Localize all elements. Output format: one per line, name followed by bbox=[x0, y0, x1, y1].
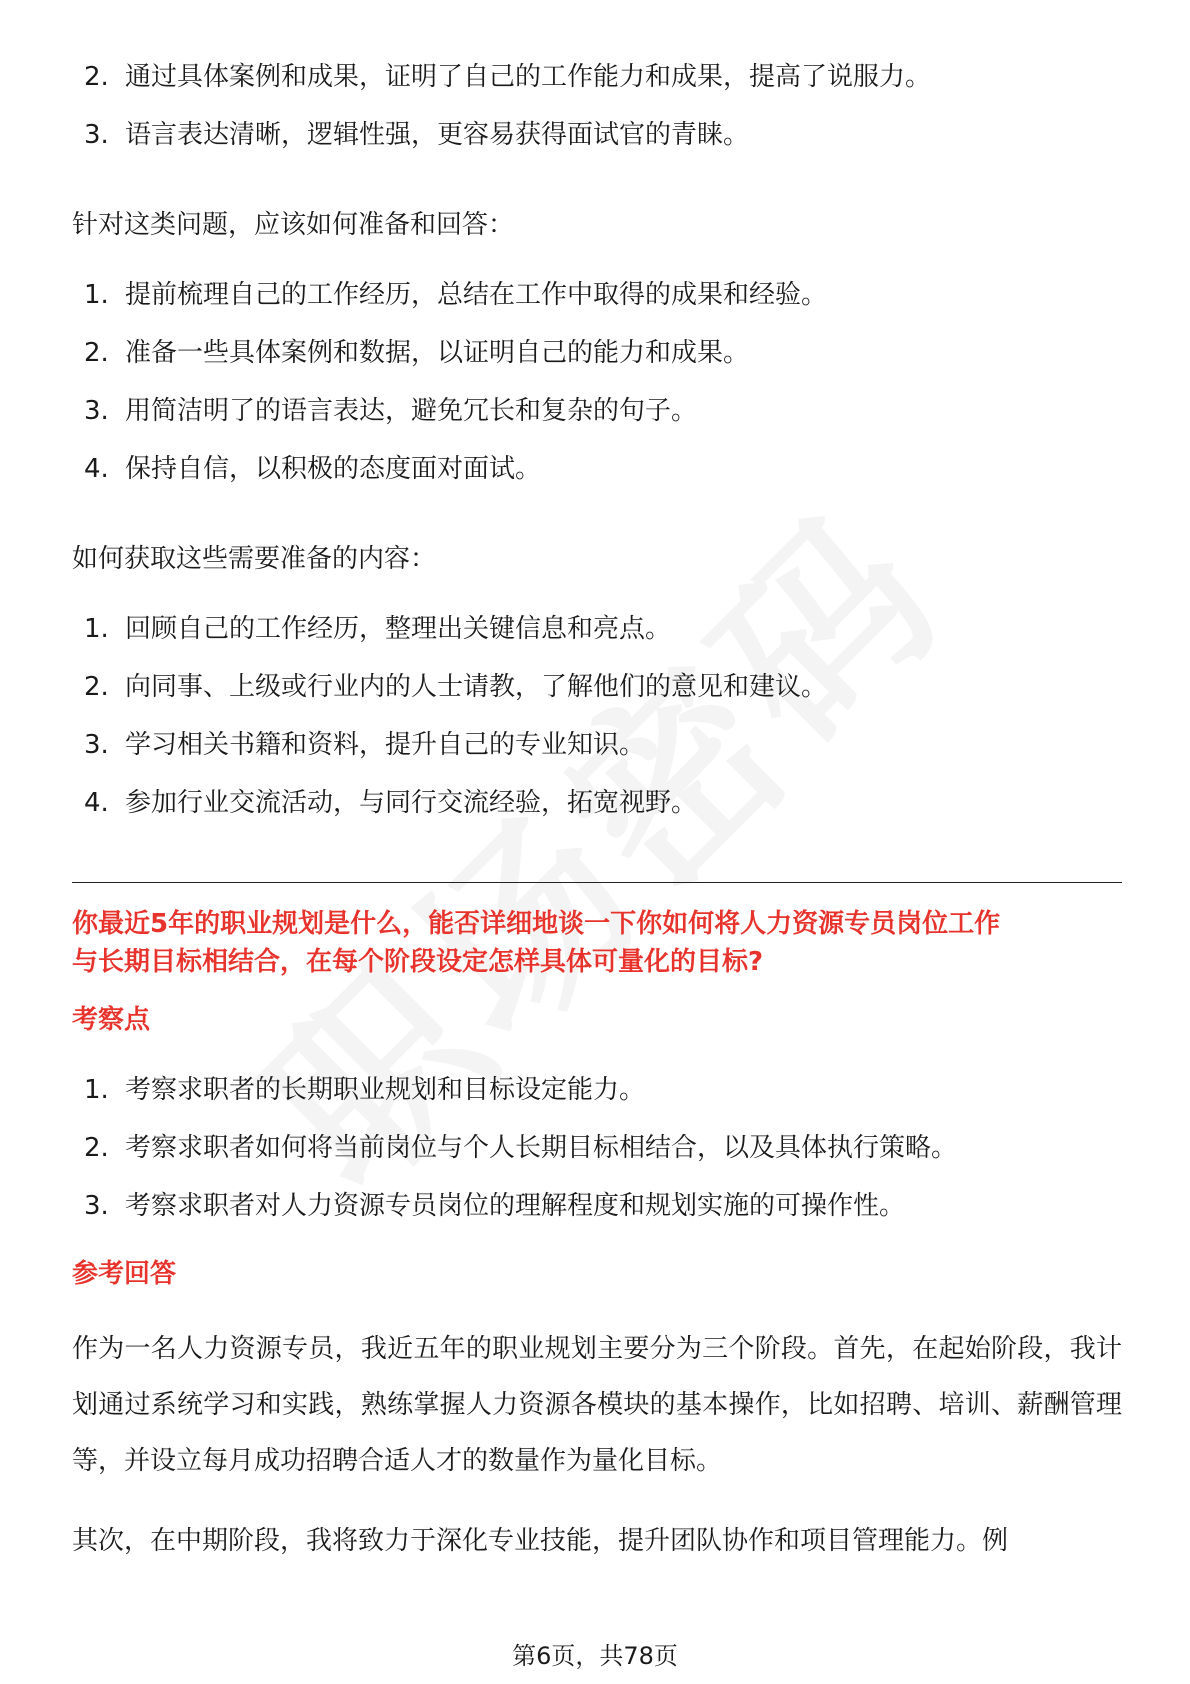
list-number: 2. bbox=[84, 672, 109, 702]
list-number: 2. bbox=[84, 338, 109, 368]
question-line-2: 与长期目标相结合，在每个阶段设定怎样具体可量化的目标? bbox=[72, 947, 764, 977]
page-content bbox=[72, 60, 1122, 1569]
list-item bbox=[72, 612, 1122, 646]
intro-list bbox=[72, 60, 1122, 152]
list-item-text: 提前梳理自己的工作经历，总结在工作中取得的成果和经验。 bbox=[125, 280, 828, 310]
list-item-text: 向同事、上级或行业内的人士请教，了解他们的意见和建议。 bbox=[125, 672, 828, 702]
list-item-text: 学习相关书籍和资料，提升自己的专业知识。 bbox=[125, 730, 646, 760]
list-number: 3. bbox=[84, 730, 109, 760]
list-number: 1. bbox=[84, 614, 109, 644]
answer-heading: 参考回答 bbox=[72, 1259, 177, 1289]
list-item-text: 用简洁明了的语言表达，避免冗长和复杂的句子。 bbox=[125, 396, 698, 426]
list-item bbox=[72, 336, 1122, 370]
prep-list bbox=[72, 278, 1122, 486]
list-item bbox=[72, 728, 1122, 762]
list-item bbox=[72, 60, 1122, 94]
list-item bbox=[72, 452, 1122, 486]
list-item bbox=[72, 118, 1122, 152]
question-heading bbox=[72, 905, 1122, 981]
list-item-text: 保持自信，以积极的态度面对面试。 bbox=[125, 454, 542, 484]
list-item-text: 准备一些具体案例和数据，以证明自己的能力和成果。 bbox=[125, 338, 750, 368]
list-number: 3. bbox=[84, 396, 109, 426]
answer-paragraph: 作为一名人力资源专员，我近五年的职业规划主要分为三个阶段。首先，在起始阶段，我计划通过系统学习和实践，熟练掌握人力资源各模块的基本操作，比如招聘、培训、薪酬管理等，并设立每月成功招聘合适人才的数量作为量化目标。 bbox=[72, 1334, 1122, 1476]
question-line-1: 你最近5年的职业规划是什么，能否详细地谈一下你如何将人力资源专员岗位工作 bbox=[72, 909, 1001, 939]
list-item-text: 考察求职者如何将当前岗位与个人长期目标相结合，以及具体执行策略。 bbox=[125, 1133, 958, 1163]
answer-paragraph: 其次，在中期阶段，我将致力于深化专业技能，提升团队协作和项目管理能力。例 bbox=[72, 1526, 1009, 1556]
list-item-text: 考察求职者对人力资源专员岗位的理解程度和规划实施的可操作性。 bbox=[125, 1191, 906, 1221]
list-number: 4. bbox=[84, 788, 109, 818]
prep-heading: 针对这类问题，应该如何准备和回答： bbox=[72, 210, 515, 240]
list-number: 1. bbox=[84, 1075, 109, 1105]
page-footer: 第6页，共78页 bbox=[512, 1642, 678, 1670]
list-item-text: 考察求职者的长期职业规划和目标设定能力。 bbox=[125, 1075, 646, 1105]
list-number: 2. bbox=[84, 62, 109, 92]
list-number: 1. bbox=[84, 280, 109, 310]
list-item-text: 语言表达清晰，逻辑性强，更容易获得面试官的青睐。 bbox=[125, 120, 750, 150]
gather-list bbox=[72, 612, 1122, 820]
list-item bbox=[72, 1131, 1122, 1165]
list-item bbox=[72, 1073, 1122, 1107]
list-item-text: 回顾自己的工作经历，整理出关键信息和亮点。 bbox=[125, 614, 672, 644]
exam-heading: 考察点 bbox=[72, 1005, 151, 1035]
gather-heading: 如何获取这些需要准备的内容： bbox=[72, 544, 437, 574]
list-item-text: 通过具体案例和成果，证明了自己的工作能力和成果，提高了说服力。 bbox=[125, 62, 932, 92]
list-item bbox=[72, 394, 1122, 428]
list-item bbox=[72, 1189, 1122, 1223]
list-number: 3. bbox=[84, 120, 109, 150]
list-item bbox=[72, 786, 1122, 820]
list-item bbox=[72, 670, 1122, 704]
list-number: 4. bbox=[84, 454, 109, 484]
list-number: 2. bbox=[84, 1133, 109, 1163]
list-item bbox=[72, 278, 1122, 312]
exam-list bbox=[72, 1073, 1122, 1223]
list-item-text: 参加行业交流活动，与同行交流经验，拓宽视野。 bbox=[125, 788, 698, 818]
list-number: 3. bbox=[84, 1191, 109, 1221]
